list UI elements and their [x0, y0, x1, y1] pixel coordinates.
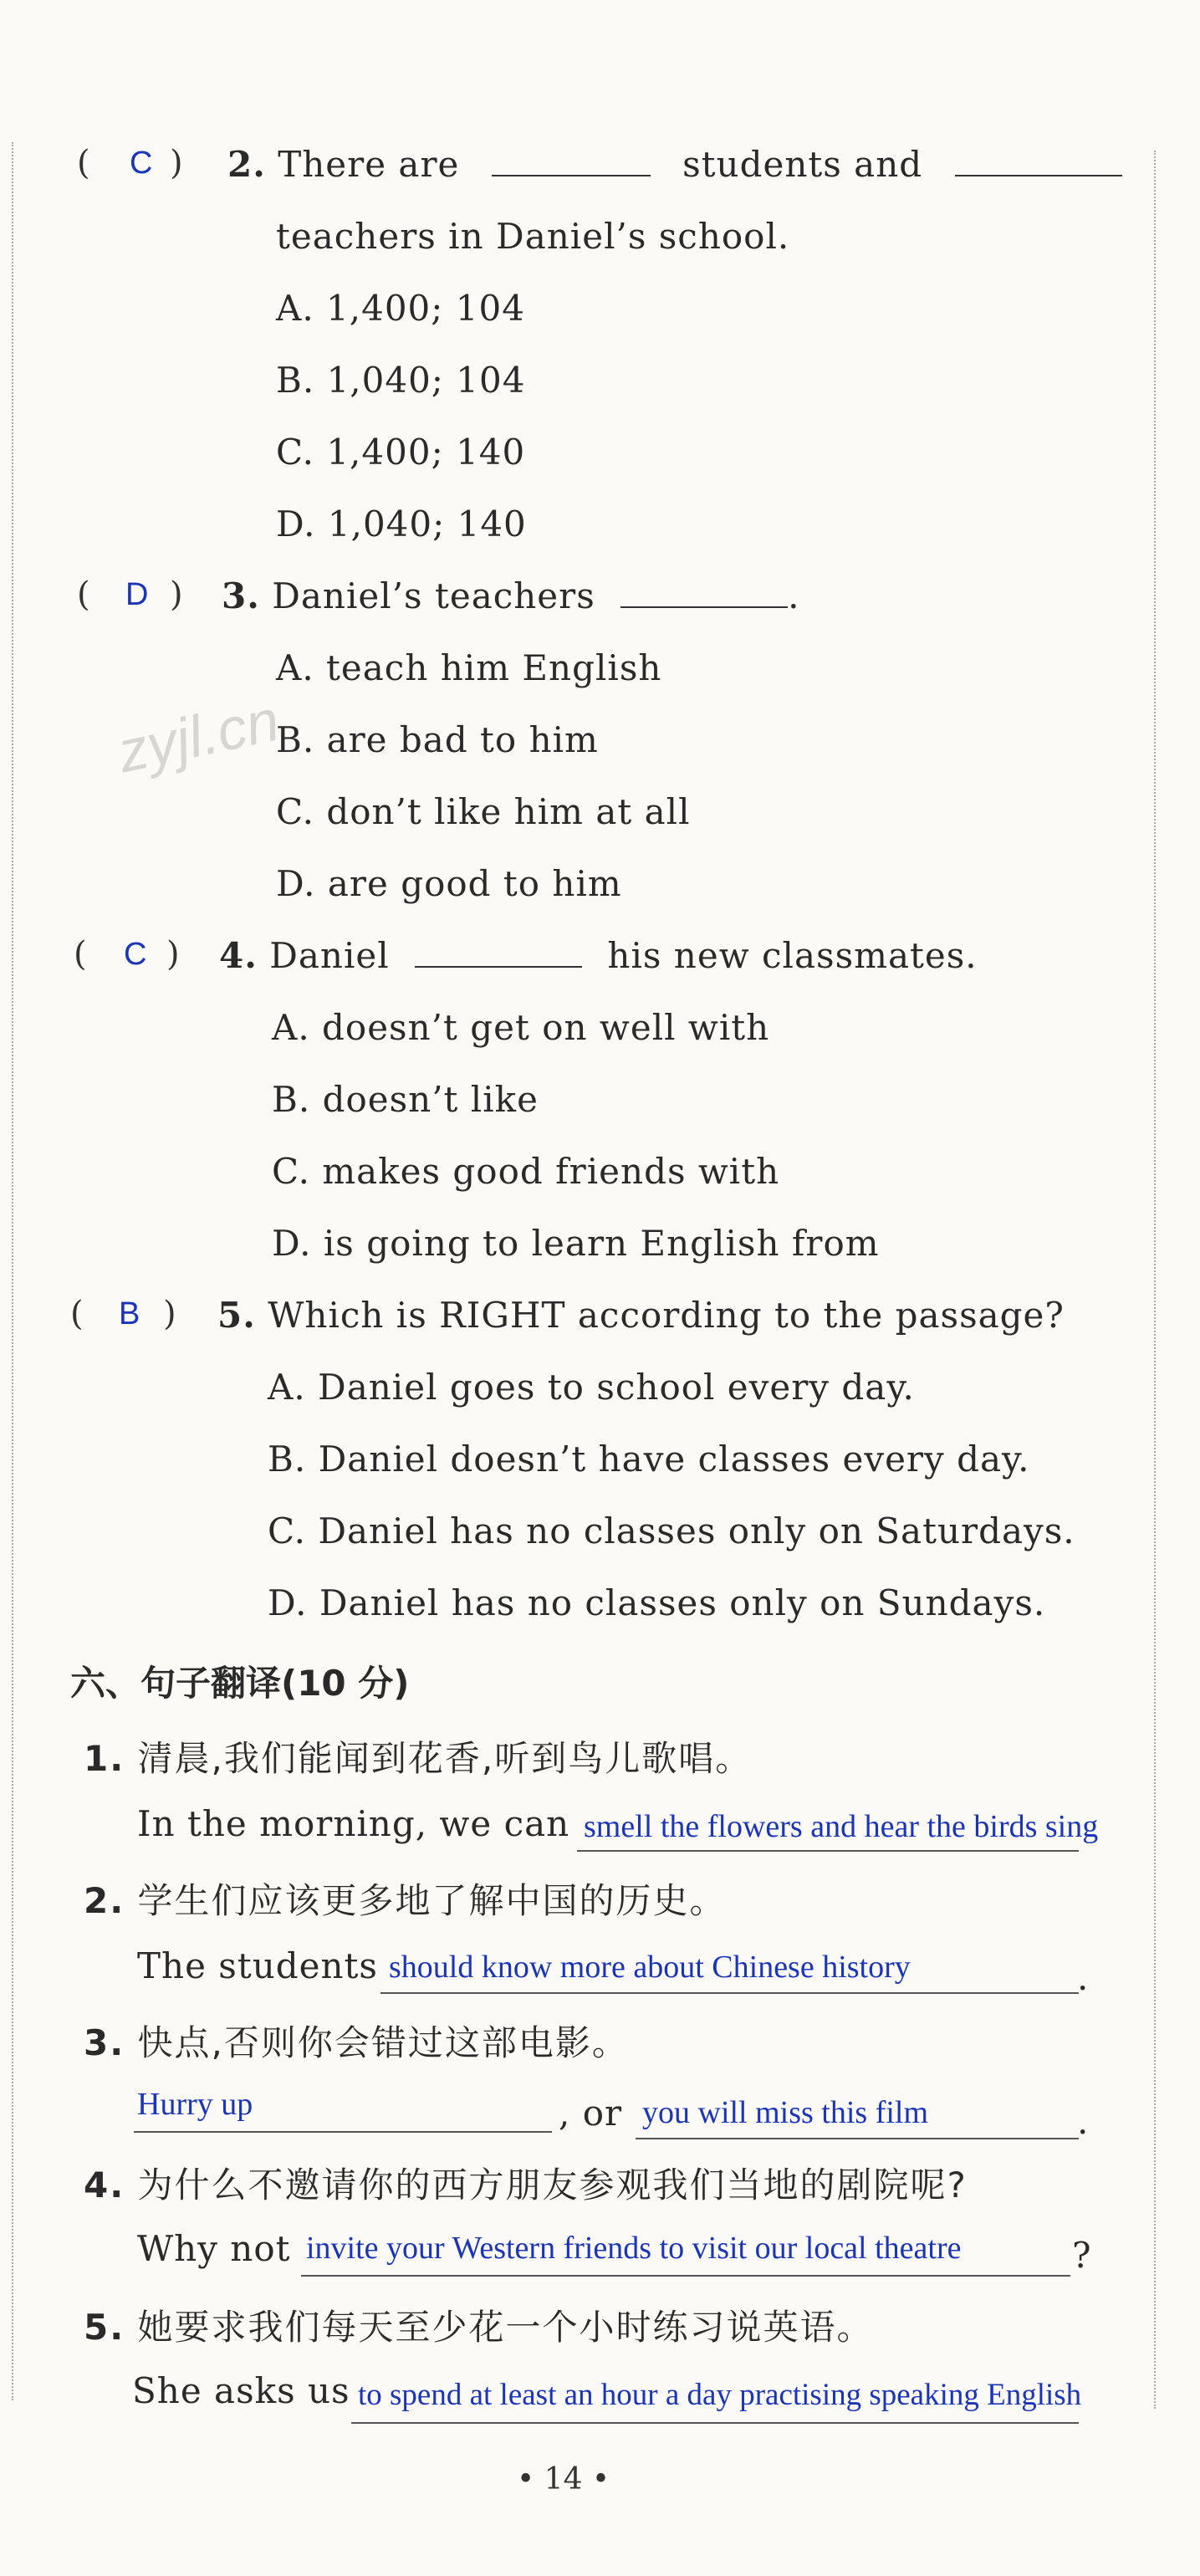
answer-q3: D: [125, 577, 149, 612]
answer-q5: B: [119, 1296, 140, 1331]
option-d-q3: D. are good to him: [276, 863, 622, 904]
option-a-q2: A. 1,400; 104: [276, 288, 525, 329]
question-text: students and: [682, 144, 923, 185]
english-prefix-4: Why not: [137, 2228, 291, 2269]
sentence-end-3: .: [1077, 2101, 1090, 2142]
item-number: 1.: [84, 1738, 125, 1779]
blank: [620, 606, 788, 608]
option-c-q3: C. don’t like him at all: [276, 791, 691, 832]
handwritten-answer-2: should know more about Chinese history: [389, 1950, 911, 1985]
question-text: Which is RIGHT according to the passage?: [268, 1295, 1065, 1336]
question-stem-line2-q2: teachers in Daniel’s school.: [276, 216, 790, 257]
answer-paren-q3: ( ): [77, 575, 183, 614]
translation-item-3: [84, 2016, 629, 2066]
translation-item-5: [84, 2300, 874, 2350]
option-d-q2: D. 1,040; 140: [276, 503, 527, 544]
translation-item-4: [84, 2158, 968, 2208]
blank: [955, 175, 1122, 176]
answer-line-5: [351, 2422, 1079, 2424]
handwritten-answer-3b: you will miss this film: [642, 2095, 929, 2130]
answer-paren-q5: ( ): [70, 1295, 176, 1333]
option-d-q5: D. Daniel has no classes only on Sundays.: [268, 1582, 1046, 1623]
handwritten-answer-3a: Hurry up: [137, 2087, 253, 2122]
english-prefix-5: She asks us: [132, 2370, 350, 2411]
question-text: There are: [278, 144, 460, 185]
answer-line-3a: [134, 2131, 552, 2133]
answer-line-3b: [636, 2138, 1079, 2139]
chinese-sentence: 快点,否则你会错过这部电影。: [137, 2022, 629, 2063]
option-b-q4: B. doesn’t like: [272, 1079, 539, 1120]
question-number: 5.: [217, 1295, 256, 1336]
answer-paren-q4: ( ): [74, 935, 180, 974]
handwritten-answer-1: smell the flowers and hear the birds sing: [584, 1809, 1099, 1844]
handwritten-answer-5: to spend at least an hour a day practising speaking English: [358, 2378, 1082, 2412]
section-title: 六、句子翻译(10 分): [70, 1663, 410, 1704]
right-margin-line: [1154, 151, 1156, 2409]
translation-item-2: [84, 1873, 727, 1924]
question-text: Daniel: [269, 935, 390, 976]
chinese-sentence: 清晨,我们能闻到花香,听到鸟儿歌唱。: [137, 1738, 753, 1779]
sentence-end-4: ?: [1072, 2235, 1092, 2276]
answer-q2: C: [130, 146, 153, 181]
chinese-sentence: 她要求我们每天至少花一个小时练习说英语。: [137, 2307, 874, 2348]
option-a-q5: A. Daniel goes to school every day.: [268, 1367, 915, 1408]
option-c-q4: C. makes good friends with: [272, 1151, 780, 1192]
item-number: 4.: [84, 2165, 125, 2205]
blank: [492, 175, 651, 176]
option-b-q2: B. 1,040; 104: [276, 360, 526, 401]
page-number: • 14 •: [517, 2462, 610, 2497]
question-number: 4.: [219, 935, 258, 976]
option-c-q2: C. 1,400; 140: [276, 432, 526, 473]
blank: [415, 966, 582, 968]
item-number: 3.: [84, 2022, 125, 2063]
english-prefix-1: In the morning, we can: [137, 1803, 570, 1844]
connector-3: , or: [559, 2093, 623, 2134]
watermark: zyjl.cn: [112, 687, 285, 785]
question-stem-q2: [227, 144, 1122, 185]
translation-item-1: [84, 1731, 752, 1781]
sentence-end-2: .: [1077, 1957, 1090, 1998]
option-a-q3: A. teach him English: [276, 647, 662, 688]
option-b-q5: B. Daniel doesn’t have classes every day.: [268, 1439, 1030, 1480]
chinese-sentence: 学生们应该更多地了解中国的历史。: [137, 1880, 727, 1921]
option-d-q4: D. is going to learn English from: [272, 1223, 880, 1264]
question-number: 2.: [227, 144, 266, 185]
handwritten-answer-4: invite your Western friends to visit our local theatre: [306, 2231, 962, 2266]
left-margin-line: [12, 142, 13, 2400]
question-number: 3.: [222, 575, 260, 616]
option-b-q3: B. are bad to him: [276, 719, 599, 760]
answer-q4: C: [124, 937, 147, 972]
question-stem-q3: [222, 575, 800, 616]
option-a-q4: A. doesn’t get on well with: [272, 1007, 770, 1048]
question-text: his new classmates.: [607, 935, 978, 976]
question-text: .: [788, 575, 800, 616]
question-text: Daniel’s teachers: [272, 575, 595, 616]
chinese-sentence: 为什么不邀请你的西方朋友参观我们当地的剧院呢?: [137, 2165, 968, 2205]
question-stem-q4: [219, 935, 978, 976]
item-number: 5.: [84, 2307, 125, 2348]
answer-line-4: [301, 2275, 1070, 2277]
item-number: 2.: [84, 1880, 125, 1921]
answer-line-1: [577, 1850, 1079, 1852]
answer-line-2: [380, 1992, 1079, 1994]
question-stem-q5: [217, 1295, 1065, 1336]
option-c-q5: C. Daniel has no classes only on Saturdays.: [268, 1510, 1075, 1551]
answer-paren-q2: ( ): [77, 144, 183, 182]
english-prefix-2: The students: [137, 1945, 378, 1986]
